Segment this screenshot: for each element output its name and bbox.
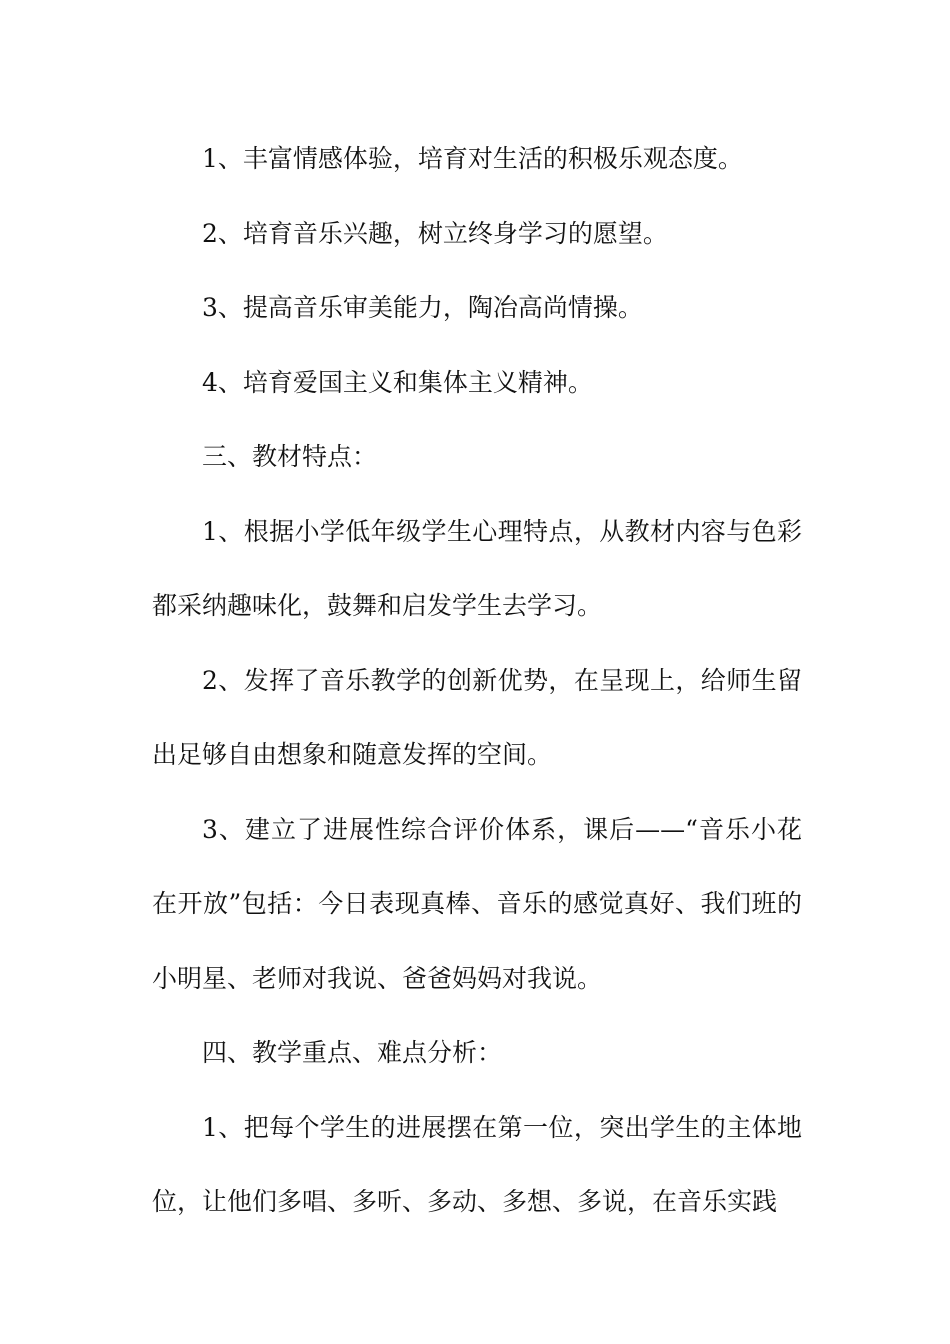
section-heading-textbook-features: 三、教材特点： (202, 442, 378, 471)
paragraph-goal-3: 3、提高音乐审美能力，陶冶高尚情操。 (202, 293, 643, 322)
paragraph-goal-1: 1、丰富情感体验，培育对生活的积极乐观态度。 (202, 144, 743, 173)
paragraph-feature-2: 2、发挥了音乐教学的创新优势，在呈现上，给师生留出足够自由想象和随意发挥的空间。 (152, 665, 802, 769)
paragraph-feature-1: 1、根据小学低年级学生心理特点，从教材内容与色彩都采纳趣味化，鼓舞和启发学生去学习。 (152, 516, 802, 620)
paragraph-feature-3: 3、建立了进展性综合评价体系，课后——“音乐小花在开放”包括：今日表现真棒、音乐的感觉真好、我们班的小明星、老师对我说、爸爸妈妈对我说。 (152, 814, 802, 993)
paragraph-key-point-1: 1、把每个学生的进展摆在第一位，突出学生的主体地位，让他们多唱、多听、多动、多想、多说，在音乐实践 (152, 1112, 802, 1216)
paragraph-goal-2: 2、培育音乐兴趣，树立终身学习的愿望。 (202, 218, 668, 248)
paragraph-goal-4: 4、培育爱国主义和集体主义精神。 (202, 367, 593, 397)
section-heading-key-points: 四、教学重点、难点分析： (202, 1038, 503, 1067)
document-body (152, 122, 802, 1240)
